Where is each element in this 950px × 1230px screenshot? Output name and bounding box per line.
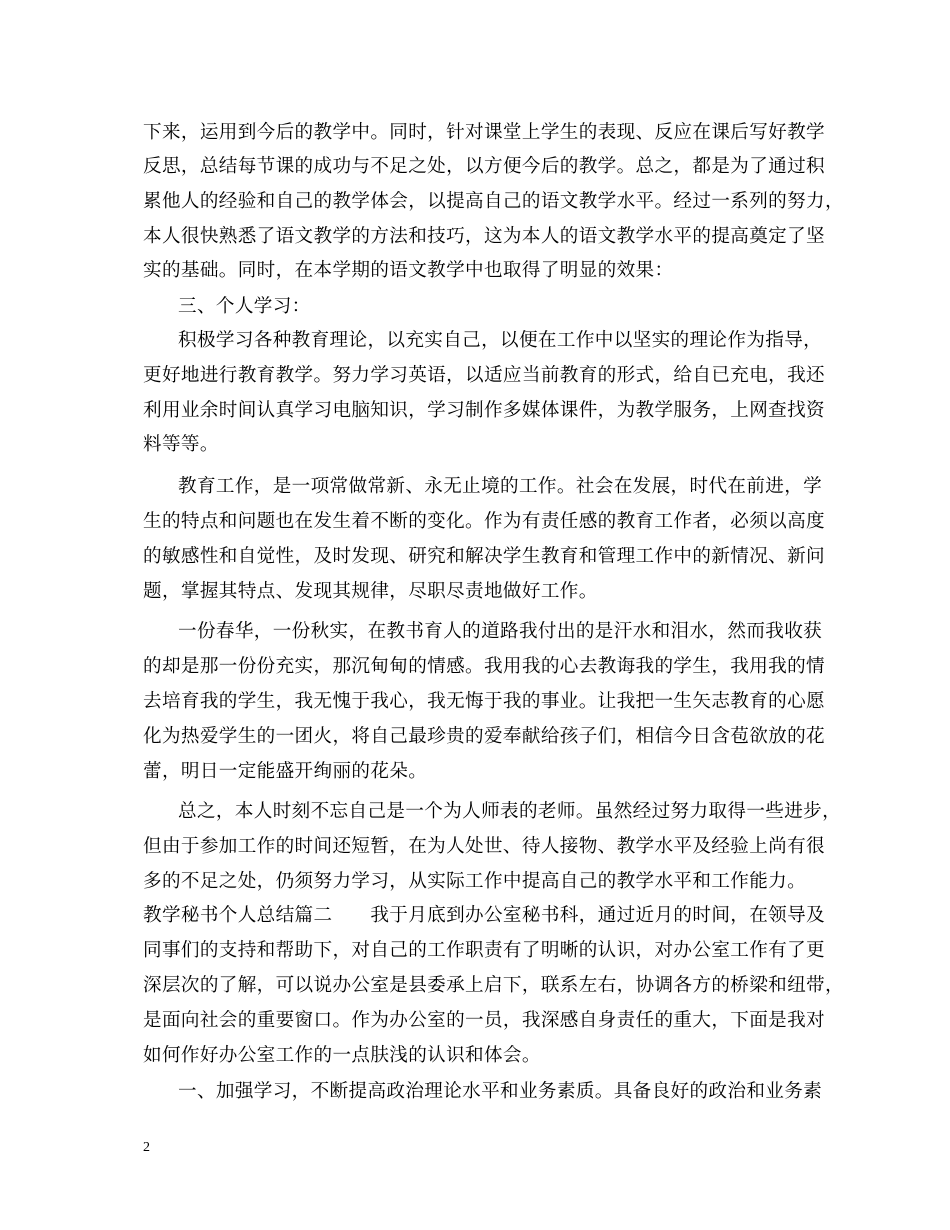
text-line: 的却是那一份份充实，那沉甸甸的情感。我用我的心去教诲我的学生，我用我的情 <box>143 656 825 677</box>
text-line: 但由于参加工作的时间还短暂，在为人处世、待人接物、教学水平及经验上尚有很 <box>143 836 825 857</box>
text-line: 一份春华，一份秋实，在教书育人的道路我付出的是汗水和泪水，然而我收获 <box>178 621 823 642</box>
text-line: 的敏感性和自觉性，及时发现、研究和解决学生教育和管理工作中的新情况、新问 <box>143 546 825 567</box>
section-heading: 三、个人学习： <box>178 296 311 317</box>
text-line: 去培育我的学生，我无愧于我心，我无悔于我的事业。让我把一生矢志教育的心愿 <box>143 691 825 712</box>
text-line: 题，掌握其特点、发现其规律，尽职尽责地做好工作。 <box>143 581 598 602</box>
text-line: 累他人的经验和自己的教学体会，以提高自己的语文教学水平。经过一系列的努力， <box>143 191 844 212</box>
text-line: 料等等。 <box>143 434 219 455</box>
text-line: 教学秘书个人总结篇二 我于月底到办公室秘书科，通过近月的时间，在领导及 <box>143 905 825 926</box>
text-line: 多的不足之处，仍须努力学习，从实际工作中提高自己的教学水平和工作能力。 <box>143 871 807 892</box>
text-line: 教育工作，是一项常做常新、永无止境的工作。社会在发展，时代在前进，学 <box>178 476 823 497</box>
text-line: 实的基础。同时，在本学期的语文教学中也取得了明显的效果： <box>143 260 674 281</box>
text-line: 深层次的了解，可以说办公室是县委承上启下，联系左右，协调各方的桥梁和纽带， <box>143 975 844 996</box>
text-line: 积极学习各种教育理论，以充实自己，以便在工作中以坚实的理论作为指导， <box>178 330 823 351</box>
text-line: 更好地进行教育教学。努力学习英语，以适应当前教育的形式，给自已充电，我还 <box>143 365 825 386</box>
text-line: 同事们的支持和帮助下，对自己的工作职责有了明晰的认识，对办公室工作有了更 <box>143 940 825 961</box>
text-line: 一、加强学习，不断提高政治理论水平和业务素质。具备良好的政治和业务素 <box>178 1081 823 1102</box>
text-line: 本人很快熟悉了语文教学的方法和技巧，这为本人的语文教学水平的提高奠定了坚 <box>143 226 825 247</box>
text-line: 如何作好办公室工作的一点肤浅的认识和体会。 <box>143 1045 541 1066</box>
text-line: 下来，运用到今后的教学中。同时，针对课堂上学生的表现、反应在课后写好教学 <box>143 122 825 143</box>
text-line: 是面向社会的重要窗口。作为办公室的一员，我深感自身责任的重大，下面是我对 <box>143 1010 825 1031</box>
text-line: 反思，总结每节课的成功与不足之处，以方便今后的教学。总之，都是为了通过积 <box>143 156 825 177</box>
text-line: 利用业余时间认真学习电脑知识，学习制作多媒体课件，为教学服务，上网查找资 <box>143 400 825 421</box>
text-line: 蕾，明日一定能盛开绚丽的花朵。 <box>143 761 428 782</box>
page-number: 2 <box>143 1140 150 1155</box>
text-line: 总之，本人时刻不忘自己是一个为人师表的老师。虽然经过努力取得一些进步， <box>178 801 842 822</box>
text-line: 化为热爱学生的一团火，将自己最珍贵的爱奉献给孩子们，相信今日含苞欲放的花 <box>143 726 825 747</box>
text-line: 生的特点和问题也在发生着不断的变化。作为有责任感的教育工作者，必须以高度 <box>143 511 825 532</box>
